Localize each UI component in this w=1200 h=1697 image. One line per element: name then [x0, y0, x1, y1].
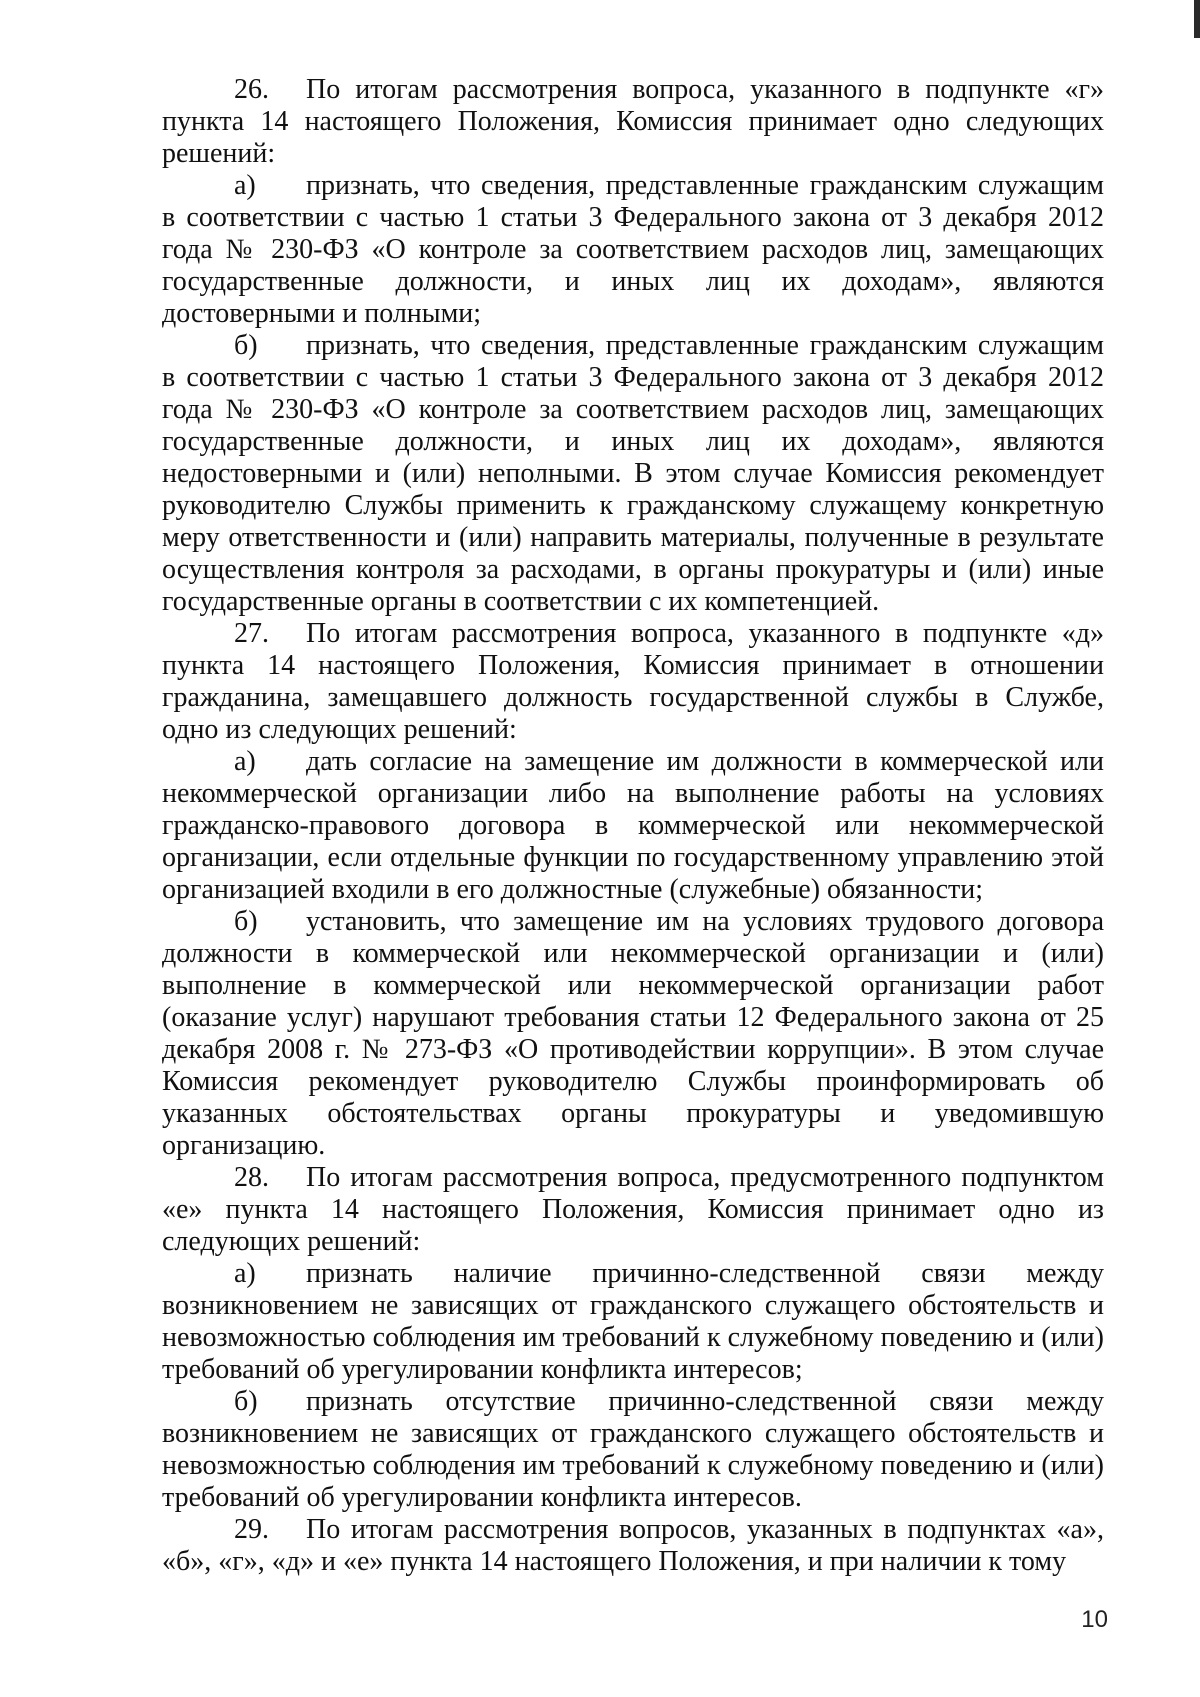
page-number: 10 [1081, 1606, 1108, 1633]
paragraph-28-a [162, 1258, 1104, 1386]
paragraph-27-b [162, 906, 1104, 1162]
paragraph-28-b [162, 1386, 1104, 1514]
paragraph-text: По итогам рассмотрения вопроса, предусмотренного подпунктом «е» пункта 14 настоящего Положения, Комиссия принимает одно из следующих решений: [162, 1162, 1104, 1257]
paragraph-text: По итогам рассмотрения вопросов, указанных в подпунктах «а», «б», «г», «д» и «е» пункта 14 настоящего Положения, и при наличии к тому [162, 1514, 1104, 1577]
paragraph-text: признать отсутствие причинно-следственной связи между возникновением не зависящих от гражданского служащего обстоятельств и невозможностью соблюдения им требований к служебному поведению и (или) требований об урегулировании конфликта интересов. [162, 1386, 1104, 1513]
scan-edge-mark [1194, 0, 1200, 38]
paragraph-28 [162, 1162, 1104, 1258]
paragraph-number: 28. [234, 1162, 269, 1193]
document-body [162, 74, 1104, 1578]
paragraph-text: признать наличие причинно-следственной связи между возникновением не зависящих от гражданского служащего обстоятельств и невозможностью соблюдения им требований к служебному поведению и (или) требований об урегулировании конфликта интересов; [162, 1258, 1104, 1385]
paragraph-26-b [162, 330, 1104, 618]
paragraph-number: б) [234, 1386, 258, 1417]
paragraph-text: признать, что сведения, представленные гражданским служащим в соответствии с частью 1 статьи 3 Федерального закона от 3 декабря 2012 года № 230-ФЗ «О контроле за соответствием расходов лиц, замещающих государственные должности, и иных лиц их доходам», являются недостоверными и (или) неполными. В этом случае Комиссия рекомендует руководителю Службы применить к гражданскому служащему конкретную меру ответственности и (или) направить материалы, полученные в результате осуществления контроля за расходами, в органы прокуратуры и (или) иные государственные органы в соответствии с их компетенцией. [162, 330, 1104, 617]
paragraph-number: 27. [234, 618, 269, 649]
paragraph-number: а) [234, 1258, 256, 1289]
paragraph-number: а) [234, 170, 256, 201]
paragraph-number: 29. [234, 1514, 269, 1545]
paragraph-26-a [162, 170, 1104, 330]
paragraph-text: По итогам рассмотрения вопроса, указанного в подпункте «г» пункта 14 настоящего Положения, Комиссия принимает одно следующих решений: [162, 74, 1104, 169]
paragraph-number: б) [234, 906, 258, 937]
paragraph-29 [162, 1514, 1104, 1578]
paragraph-number: б) [234, 330, 258, 361]
paragraph-text: установить, что замещение им на условиях трудового договора должности в коммерческой или некоммерческой организации и (или) выполнение в коммерческой или некоммерческой организации работ (оказание услуг) нарушают требования статьи 12 Федерального закона от 25 декабря 2008 г. № 273-ФЗ «О противодействии коррупции». В этом случае Комиссия рекомендует руководителю Службы проинформировать об указанных обстоятельствах органы прокуратуры и уведомившую организацию. [162, 906, 1104, 1161]
paragraph-text: признать, что сведения, представленные гражданским служащим в соответствии с частью 1 статьи 3 Федерального закона от 3 декабря 2012 года № 230-ФЗ «О контроле за соответствием расходов лиц, замещающих государственные должности, и иных лиц их доходам», являются достоверными и полными; [162, 170, 1104, 329]
paragraph-27-a [162, 746, 1104, 906]
paragraph-26 [162, 74, 1104, 170]
paragraph-text: дать согласие на замещение им должности в коммерческой или некоммерческой организации либо на выполнение работы на условиях гражданско-правового договора в коммерческой или некоммерческой организации, если отдельные функции по государственному управлению этой организацией входили в его должностные (служебные) обязанности; [162, 746, 1104, 905]
paragraph-27 [162, 618, 1104, 746]
paragraph-number: 26. [234, 74, 269, 105]
paragraph-text: По итогам рассмотрения вопроса, указанного в подпункте «д» пункта 14 настоящего Положения, Комиссия принимает в отношении гражданина, замещавшего должность государственной службы в Службе, одно из следующих решений: [162, 618, 1104, 745]
paragraph-number: а) [234, 746, 256, 777]
